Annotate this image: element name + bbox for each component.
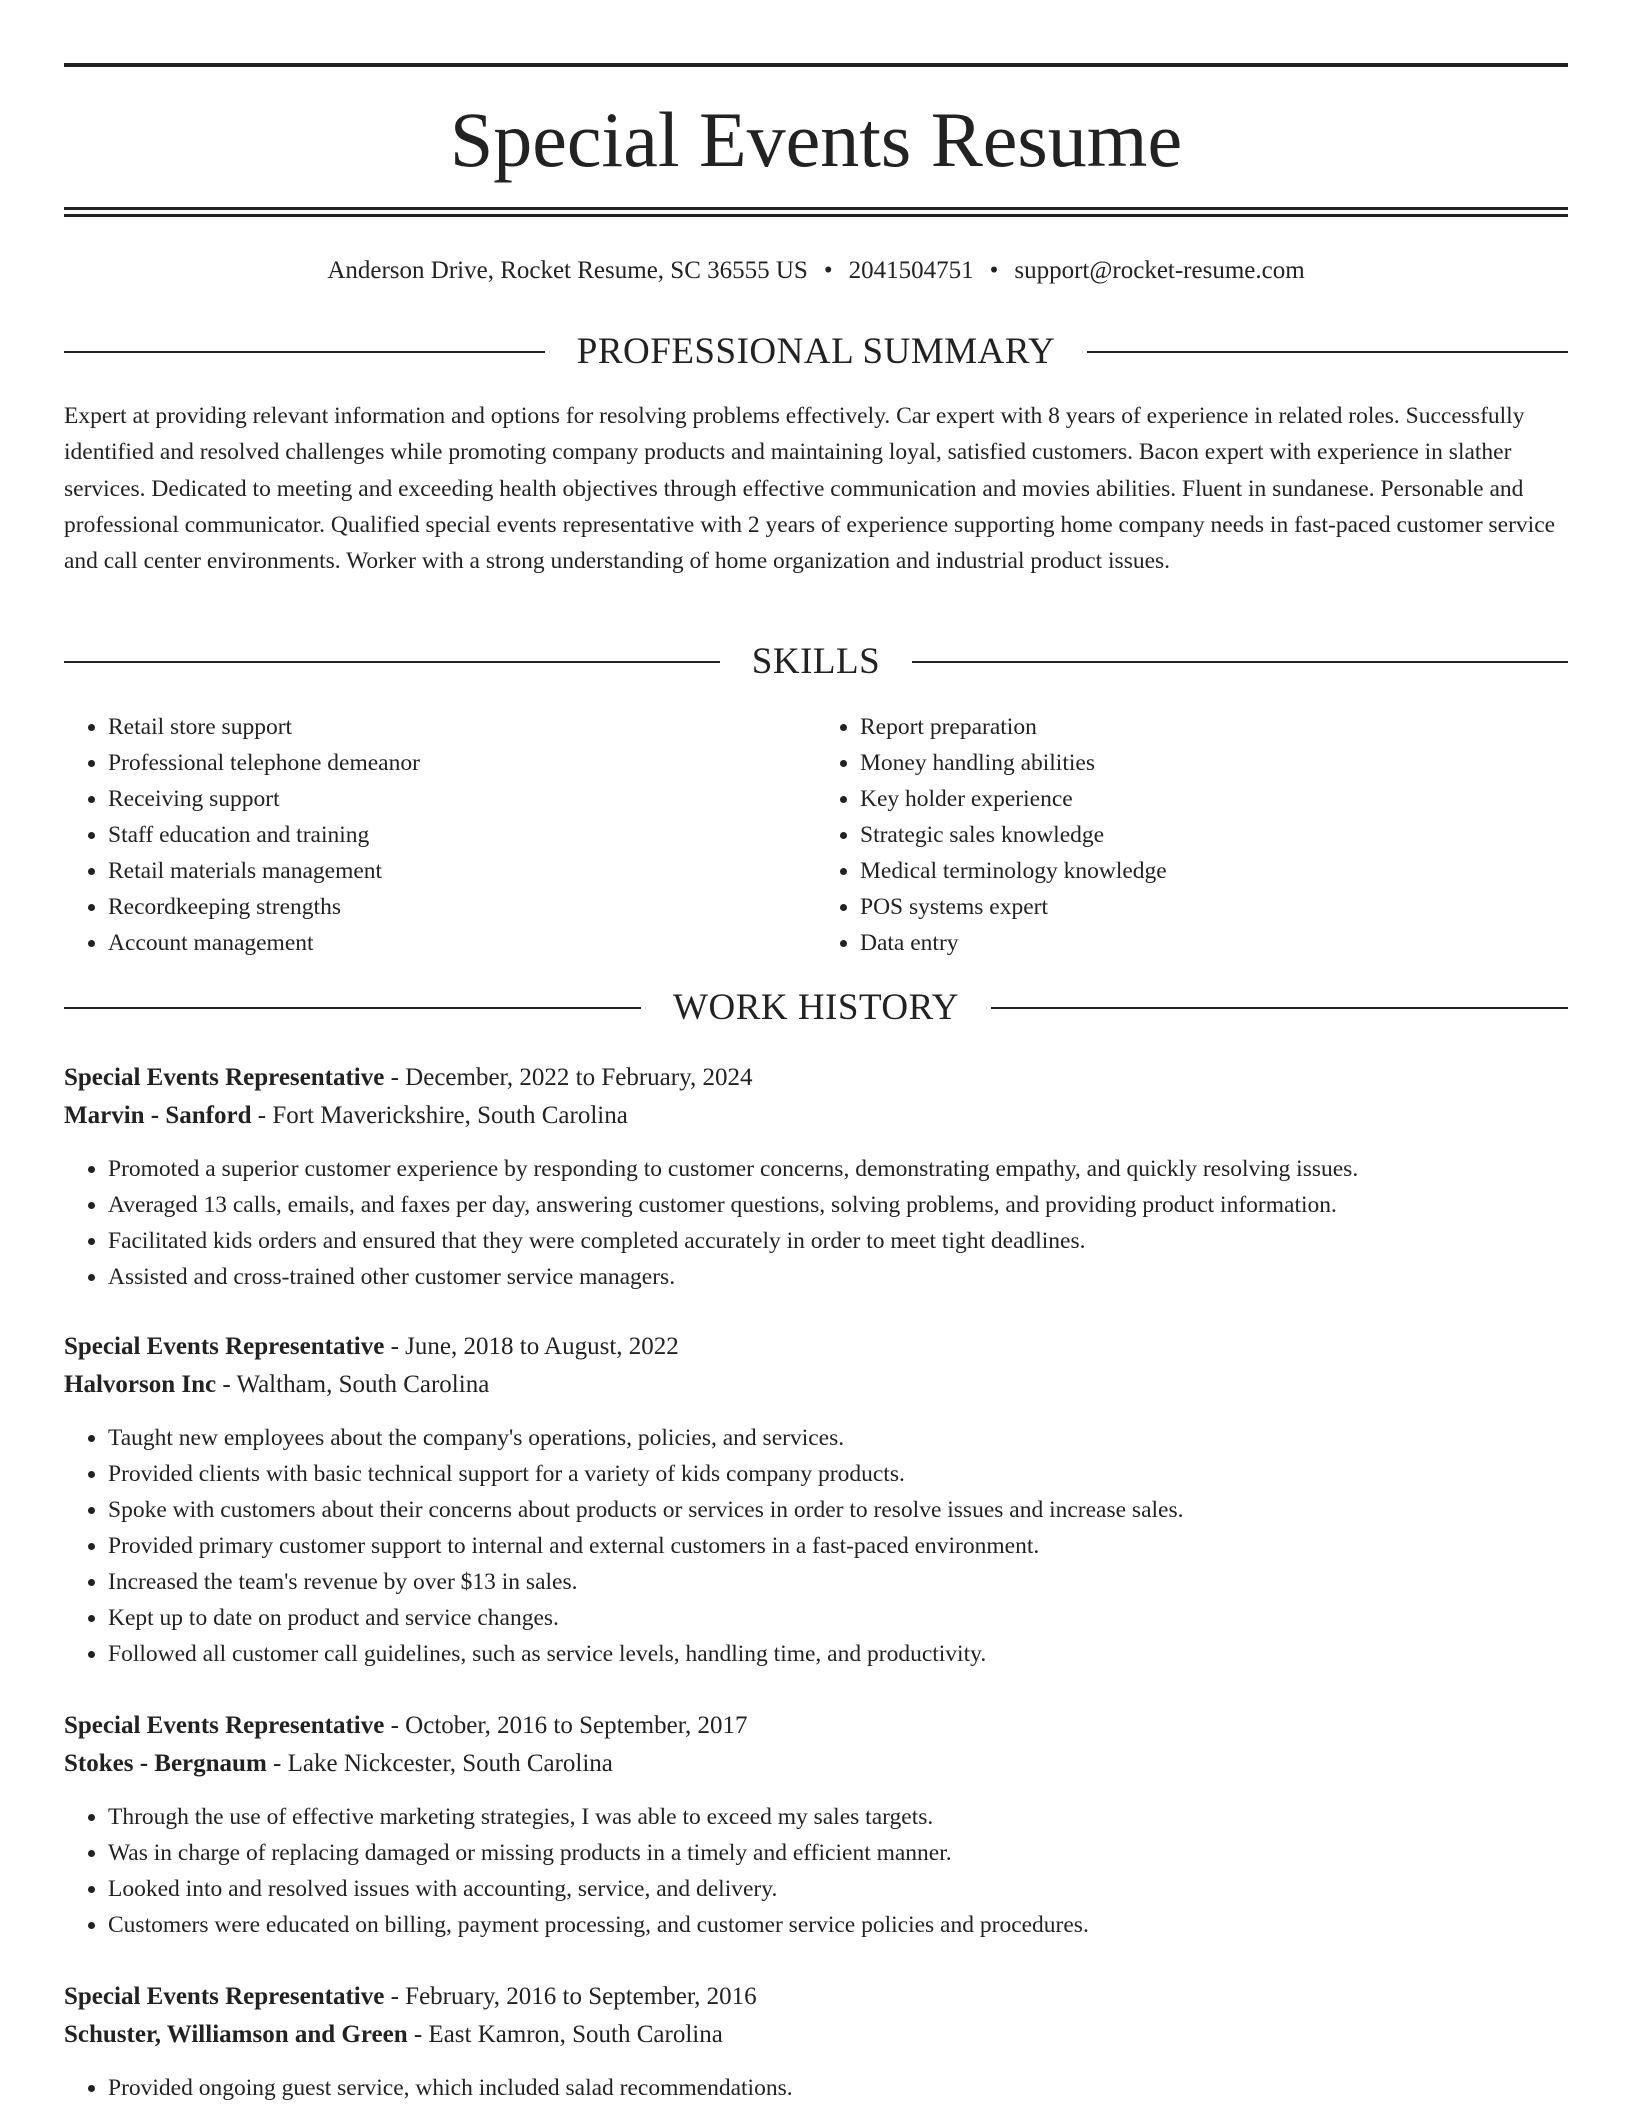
job-company-line [64, 1366, 1568, 1404]
job-bullet: • Provided clients with basic technical support for a variety of kids company products. [108, 1456, 1568, 1492]
job-bullet: • Assisted and cross-trained other customer service managers. [108, 1259, 1568, 1295]
job-company: Stokes - Bergnaum [64, 1750, 267, 1777]
title-double-rule [64, 207, 1568, 217]
contact-address: Anderson Drive, Rocket Resume, SC 36555 US [327, 257, 808, 284]
job-company: Marvin - Sanford [64, 1102, 252, 1129]
skill-item: • Data entry [860, 925, 1568, 961]
job-location: - Lake Nickcester, South Carolina [266, 1750, 613, 1777]
job-bullet: • Provided ongoing guest service, which included salad recommendations. [108, 2070, 1568, 2106]
job-bullet: • Promoted a superior customer experience by responding to customer concerns, demonstrating empathy, and quickly resolving issues. [108, 1151, 1568, 1187]
job-title: Special Events Representative [64, 1333, 385, 1360]
job-title: Special Events Representative [64, 1712, 385, 1739]
job-bullet: • Taught new employees about the company's operations, policies, and services. [108, 1420, 1568, 1456]
job-company: Schuster, Williamson and Green [64, 2021, 408, 2048]
job-company-line [64, 1097, 1568, 1135]
heading-rule [1087, 351, 1568, 353]
heading-rule [912, 661, 1568, 663]
skills-column-left [64, 709, 816, 961]
job-dates: - June, 2018 to August, 2022 [384, 1333, 679, 1360]
job-entry [64, 1059, 1568, 1295]
job-location: - Waltham, South Carolina [216, 1371, 490, 1398]
job-company-line [64, 2016, 1568, 2054]
skill-item: • Account management [108, 925, 816, 961]
job-bullet: • Spoke with customers about their concerns about products or services in order to resolve issues and increase sales. [108, 1492, 1568, 1528]
job-location: - Fort Maverickshire, South Carolina [251, 1102, 628, 1129]
job-company-line [64, 1745, 1568, 1783]
job-bullet: • Provided primary customer support to internal and external customers in a fast-paced environment. [108, 1528, 1568, 1564]
job-bullet: • Followed all customer call guidelines, such as service levels, handling time, and productivity. [108, 1636, 1568, 1672]
skill-item: • Medical terminology knowledge [860, 853, 1568, 889]
job-company: Halvorson Inc [64, 1371, 217, 1398]
contact-separator: • [989, 257, 999, 284]
job-title-line [64, 1328, 1568, 1366]
skill-item: • Money handling abilities [860, 745, 1568, 781]
job-title-line [64, 1707, 1568, 1745]
work-heading [64, 986, 1568, 1030]
skill-item: • Staff education and training [108, 817, 816, 853]
job-bullet: • Was in charge of replacing damaged or missing products in a timely and efficient manner. [108, 1835, 1568, 1871]
job-dates: - December, 2022 to February, 2024 [384, 1064, 753, 1091]
skill-item: • Retail materials management [108, 853, 816, 889]
contact-email: support@rocket-resume.com [1014, 257, 1305, 284]
summary-text: Expert at providing relevant information and options for resolving problems effectively. Car expert with 8 years of experience in related roles. Successfully identified and resolved challenges while promoting company products and maintaining loyal, satisfied customers. Bacon expert with experience in slather services. Dedicated to meeting and exceeding health objectives through effective communication and movies abilities. Fluent in sundanese. Personable and professional communicator. Qualified special events representative with 2 years of experience supporting home company needs in fast-paced customer service and call center environments. Worker with a strong understanding of home organization and industrial product issues. [64, 403, 1556, 575]
top-rule [64, 63, 1568, 67]
heading-rule [64, 661, 720, 663]
job-bullet: • Through the use of effective marketing strategies, I was able to exceed my sales targets. [108, 1799, 1568, 1835]
job-bullet: • Looked into and resolved issues with accounting, service, and delivery. [108, 1871, 1568, 1907]
contact-line [64, 254, 1568, 288]
skill-item: • Professional telephone demeanor [108, 745, 816, 781]
heading-rule [64, 351, 545, 353]
skill-item: • POS systems expert [860, 889, 1568, 925]
summary-heading-label: PROFESSIONAL SUMMARY [576, 331, 1056, 372]
job-location: - East Kamron, South Carolina [407, 2021, 723, 2048]
skill-item: • Receiving support [108, 781, 816, 817]
skill-item: • Strategic sales knowledge [860, 817, 1568, 853]
job-bullet: • Kept up to date on product and service changes. [108, 1600, 1568, 1636]
job-bullets [64, 1151, 1568, 1295]
job-bullets [64, 2070, 1568, 2106]
heading-rule [64, 1007, 641, 1009]
job-bullets [64, 1420, 1568, 1672]
job-bullet: • Customers were educated on billing, payment processing, and customer service policies and procedures. [108, 1907, 1568, 1943]
skills-heading-label: SKILLS [751, 641, 881, 682]
skills-heading [64, 640, 1568, 684]
work-heading-label: WORK HISTORY [673, 987, 959, 1028]
job-dates: - February, 2016 to September, 2016 [384, 1983, 757, 2010]
skill-item: • Retail store support [108, 709, 816, 745]
job-title-line [64, 1978, 1568, 2016]
resume-title: Special Events Resume [449, 96, 1183, 183]
job-bullet: • Increased the team's revenue by over $13 in sales. [108, 1564, 1568, 1600]
job-bullets [64, 1799, 1568, 1943]
contact-separator: • [823, 257, 833, 284]
job-bullet: • Facilitated kids orders and ensured that they were completed accurately in order to meet tight deadlines. [108, 1223, 1568, 1259]
skills-list [64, 709, 1568, 961]
job-entry [64, 1328, 1568, 1672]
summary-heading [64, 330, 1568, 374]
job-title: Special Events Representative [64, 1064, 385, 1091]
job-entry [64, 1707, 1568, 1943]
job-dates: - October, 2016 to September, 2017 [384, 1712, 748, 1739]
skill-item: • Key holder experience [860, 781, 1568, 817]
skill-item: • Recordkeeping strengths [108, 889, 816, 925]
heading-rule [991, 1007, 1568, 1009]
job-bullet: • Averaged 13 calls, emails, and faxes per day, answering customer questions, solving problems, and providing product information. [108, 1187, 1568, 1223]
skills-column-right [816, 709, 1568, 961]
contact-phone: 2041504751 [848, 257, 974, 284]
job-entry [64, 1978, 1568, 2106]
job-title-line [64, 1059, 1568, 1097]
skill-item: • Report preparation [860, 709, 1568, 745]
job-title: Special Events Representative [64, 1983, 385, 2010]
